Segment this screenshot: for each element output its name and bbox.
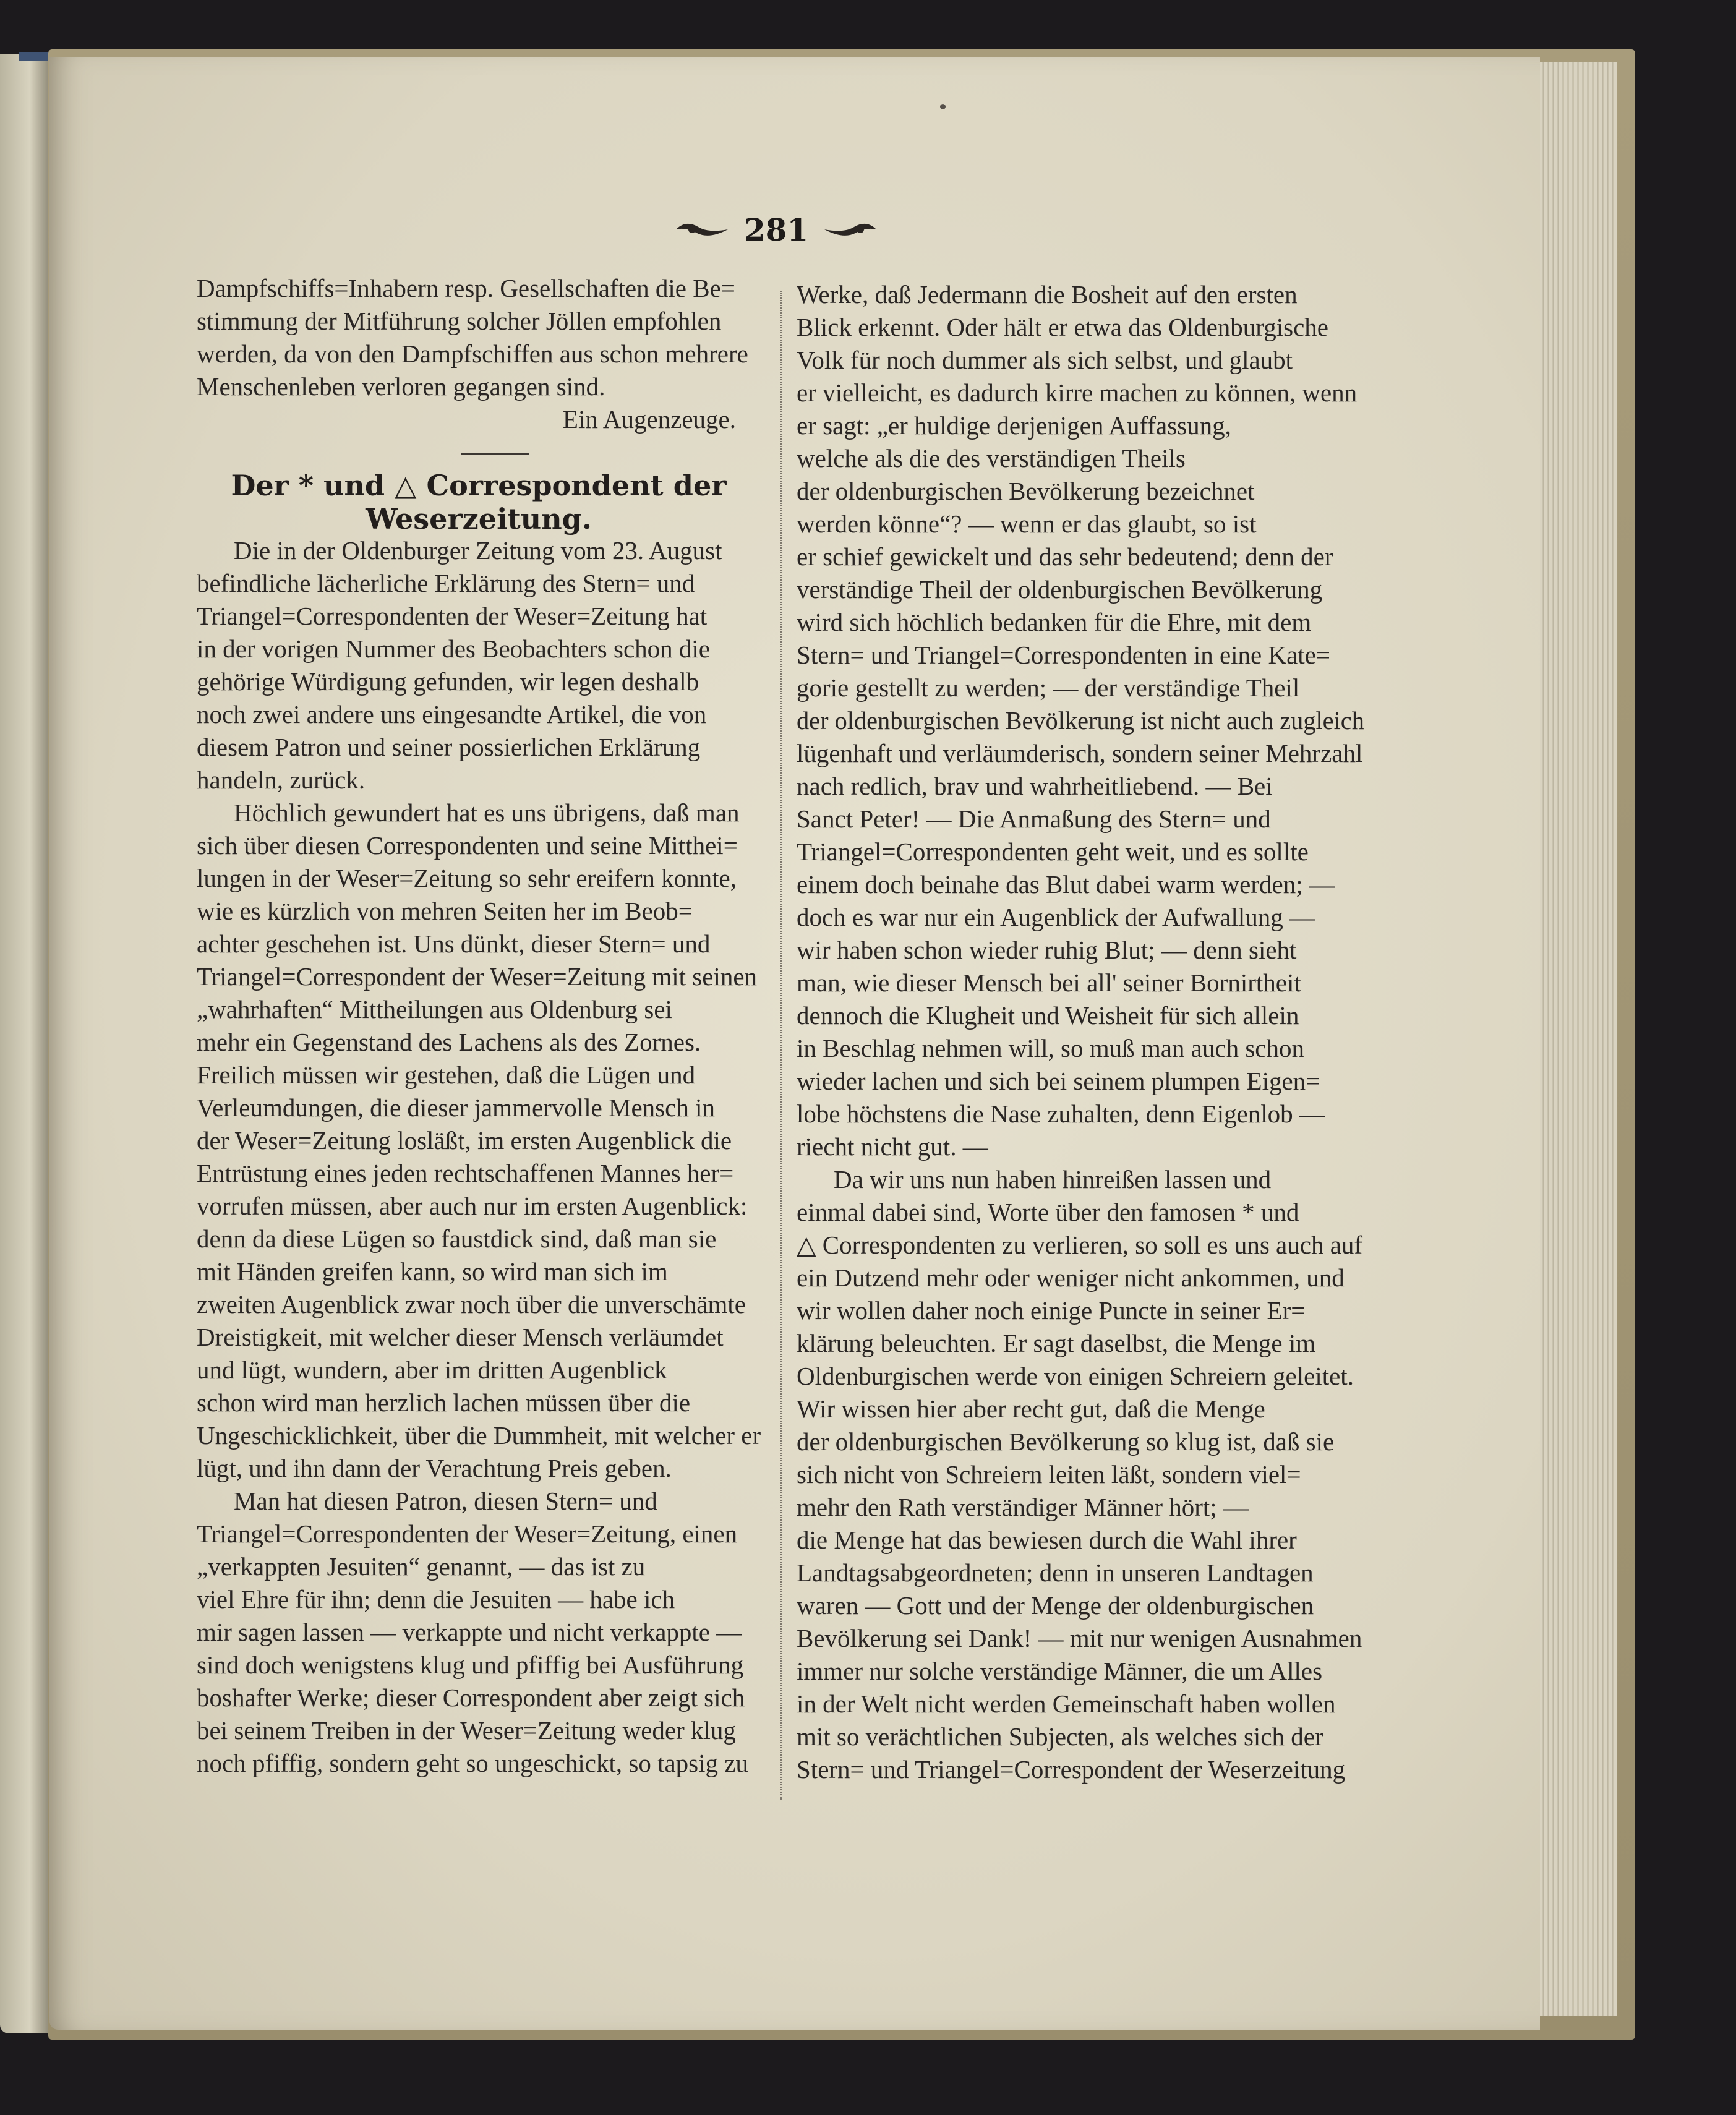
text-line: er schief gewickelt und das sehr bedeutend; denn der bbox=[797, 542, 1333, 571]
text-line: sich über diesen Correspondenten und seine Mitthei= bbox=[197, 831, 738, 860]
text-line: bei seinem Treiben in der Weser=Zeitung weder klug bbox=[197, 1716, 736, 1745]
article-title-line: Der * und △ Correspondent der bbox=[231, 469, 727, 502]
text-line: „wahrhaften“ Mittheilungen aus Oldenburg sei bbox=[197, 995, 672, 1023]
text-line: mir sagen lassen — verkappte und nicht verkappte — bbox=[197, 1618, 742, 1646]
text-line: noch zwei andere uns eingesandte Artikel, die von bbox=[197, 700, 707, 728]
text-line: Höchlich gewundert hat es uns übrigens, daß man bbox=[234, 798, 740, 827]
text-line: Menschenleben verloren gegangen sind. bbox=[197, 372, 605, 401]
text-line: Triangel=Correspondenten der Weser=Zeitung, einen bbox=[197, 1519, 738, 1548]
text-line: achter geschehen ist. Uns dünkt, dieser Stern= und bbox=[197, 929, 711, 958]
text-line: schon wird man herzlich lachen müssen über die bbox=[197, 1388, 691, 1417]
ink-speck bbox=[940, 104, 946, 109]
text-line: der oldenburgischen Bevölkerung ist nicht auch zugleich bbox=[797, 706, 1364, 735]
text-line: lügenhaft und verläumderisch, sondern seiner Mehrzahl bbox=[797, 739, 1363, 767]
article-title-line: Weserzeitung. bbox=[366, 502, 592, 536]
text-line: er vielleicht, es dadurch kirre machen zu können, wenn bbox=[797, 378, 1358, 407]
text-line: riecht nicht gut. — bbox=[797, 1132, 988, 1161]
text-line: wie es kürzlich von mehren Seiten her im Beob= bbox=[197, 897, 693, 925]
separator-rule bbox=[461, 453, 529, 455]
text-line: einem doch beinahe das Blut dabei warm werden; — bbox=[797, 870, 1335, 899]
article-title bbox=[197, 469, 761, 536]
text-line: Blick erkennt. Oder hält er etwa das Oldenburgische bbox=[797, 313, 1328, 341]
text-line: der oldenburgischen Bevölkerung so klug ist, daß sie bbox=[797, 1427, 1335, 1456]
text-line: Landtagsabgeordneten; denn in unseren Landtagen bbox=[797, 1558, 1314, 1587]
text-line: Die in der Oldenburger Zeitung vom 23. August bbox=[234, 536, 722, 565]
text-line: Man hat diesen Patron, diesen Stern= und bbox=[234, 1487, 657, 1515]
text-line: stimmung der Mitführung solcher Jöllen empfohlen bbox=[197, 307, 722, 335]
left-ornament-icon bbox=[673, 218, 730, 241]
text-line: Dampfschiffs=Inhabern resp. Gesellschaften die Be= bbox=[197, 274, 735, 302]
text-line: klärung beleuchten. Er sagt daselbst, die Menge im bbox=[797, 1329, 1316, 1357]
text-line: verständige Theil der oldenburgischen Bevölkerung bbox=[797, 575, 1323, 604]
text-line: „verkappten Jesuiten“ genannt, — das ist zu bbox=[197, 1552, 646, 1581]
previous-page-edge bbox=[0, 54, 49, 2033]
text-line: Triangel=Correspondenten der Weser=Zeitung hat bbox=[197, 602, 708, 630]
text-line: dennoch die Klugheit und Weisheit für sich allein bbox=[797, 1001, 1299, 1030]
text-line: sich nicht von Schreiern leiten läßt, sondern viel= bbox=[797, 1460, 1301, 1489]
text-line: wir wollen daher noch einige Puncte in seiner Er= bbox=[797, 1296, 1306, 1325]
text-line: Dreistigkeit, mit welcher dieser Mensch verläumdet bbox=[197, 1323, 724, 1351]
text-line: die Menge hat das bewiesen durch die Wahl ihrer bbox=[797, 1526, 1297, 1554]
text-line: mit Händen greifen kann, so wird man sich im bbox=[197, 1257, 668, 1286]
text-line: mehr ein Gegenstand des Lachens als des Zornes. bbox=[197, 1028, 701, 1056]
text-line: Entrüstung eines jeden rechtschaffenen Mannes her= bbox=[197, 1159, 734, 1187]
text-line: Freilich müssen wir gestehen, daß die Lügen und bbox=[197, 1061, 696, 1089]
page-number: 281 bbox=[743, 211, 809, 248]
text-line: mehr den Rath verständiger Männer hört; — bbox=[797, 1493, 1249, 1521]
text-line: gorie gestellt zu werden; — der verständige Theil bbox=[797, 673, 1300, 702]
text-line: wir haben schon wieder ruhig Blut; — denn sieht bbox=[797, 936, 1297, 964]
signature: Ein Augenzeuge. bbox=[562, 405, 736, 434]
text-line: in Beschlag nehmen will, so muß man auch schon bbox=[797, 1034, 1304, 1062]
text-line: befindliche lächerliche Erklärung des Stern= und bbox=[197, 569, 695, 597]
text-line: gehörige Würdigung gefunden, wir legen deshalb bbox=[197, 667, 699, 696]
text-line: doch es war nur ein Augenblick der Aufwallung — bbox=[797, 903, 1315, 931]
text-line: Wir wissen hier aber recht gut, daß die Menge bbox=[797, 1395, 1265, 1423]
text-line: werden könne“? — wenn er das glaubt, so ist bbox=[797, 510, 1257, 538]
text-line: Triangel=Correspondent der Weser=Zeitung mit seinen bbox=[197, 962, 758, 991]
text-line: sind doch wenigstens klug und pfiffig bei Ausführung bbox=[197, 1651, 744, 1679]
text-line: handeln, zurück. bbox=[197, 766, 366, 794]
text-line: Verleumdungen, die dieser jammervolle Mensch in bbox=[197, 1093, 715, 1122]
text-line: lungen in der Weser=Zeitung so sehr ereifern konnte, bbox=[197, 864, 737, 892]
text-line: in der Welt nicht werden Gemeinschaft haben wollen bbox=[797, 1690, 1336, 1718]
page-header bbox=[649, 202, 903, 257]
text-line: △ Correspondenten zu verlieren, so soll es uns auch auf bbox=[797, 1231, 1363, 1259]
text-line: Werke, daß Jedermann die Bosheit auf den ersten bbox=[797, 280, 1298, 309]
text-line: Stern= und Triangel=Correspondent der Weserzeitung bbox=[797, 1755, 1346, 1784]
text-line: mit so verächtlichen Subjecten, als welches sich der bbox=[797, 1722, 1323, 1751]
text-line: denn da diese Lügen so faustdick sind, daß man sie bbox=[197, 1224, 717, 1253]
text-line: Volk für noch dummer als sich selbst, und glaubt bbox=[797, 346, 1293, 374]
text-line: werden, da von den Dampfschiffen aus schon mehrere bbox=[197, 340, 748, 368]
text-line: Triangel=Correspondenten geht weit, und es sollte bbox=[797, 837, 1309, 866]
text-line: lügt, und ihn dann der Verachtung Preis geben. bbox=[197, 1454, 672, 1482]
text-line: immer nur solche verständige Männer, die um Alles bbox=[797, 1657, 1323, 1685]
text-line: er sagt: „er huldige derjenigen Auffassung, bbox=[797, 411, 1231, 440]
column-divider bbox=[780, 291, 782, 1800]
page-edges bbox=[1537, 62, 1617, 2016]
text-line: ein Dutzend mehr oder weniger nicht ankommen, und bbox=[797, 1263, 1345, 1292]
text-line: waren — Gott und der Menge der oldenburgischen bbox=[797, 1591, 1314, 1620]
text-line: Sanct Peter! — Die Anmaßung des Stern= und bbox=[797, 805, 1271, 833]
text-line: Oldenburgischen werde von einigen Schreiern geleitet. bbox=[797, 1362, 1354, 1390]
text-line: noch pfiffig, sondern geht so ungeschickt, so tapsig zu bbox=[197, 1749, 748, 1777]
text-line: boshafter Werke; dieser Correspondent aber zeigt sich bbox=[197, 1683, 745, 1712]
text-line: Stern= und Triangel=Correspondenten in eine Kate= bbox=[797, 641, 1331, 669]
text-line: wieder lachen und sich bei seinem plumpen Eigen= bbox=[797, 1067, 1320, 1095]
text-line: viel Ehre für ihn; denn die Jesuiten — habe ich bbox=[197, 1585, 675, 1613]
text-line: Ungeschicklichkeit, über die Dummheit, mit welcher er bbox=[197, 1421, 761, 1450]
text-line: Bevölkerung sei Dank! — mit nur wenigen Ausnahmen bbox=[797, 1624, 1362, 1652]
text-line: der oldenburgischen Bevölkerung bezeichnet bbox=[797, 477, 1255, 505]
text-line: wird sich höchlich bedanken für die Ehre, mit dem bbox=[797, 608, 1312, 636]
text-line: zweiten Augenblick zwar noch über die unverschämte bbox=[197, 1290, 746, 1318]
text-line: nach redlich, brav und wahrheitliebend. — Bei bbox=[797, 772, 1273, 800]
text-line: der Weser=Zeitung losläßt, im ersten Augenblick die bbox=[197, 1126, 732, 1155]
right-ornament-icon bbox=[822, 218, 879, 241]
text-line: vorrufen müssen, aber auch nur im ersten Augenblick: bbox=[197, 1192, 748, 1220]
text-line: welche als die des verständigen Theils bbox=[797, 444, 1186, 472]
text-line: lobe höchstens die Nase zuhalten, denn Eigenlob — bbox=[797, 1100, 1325, 1128]
text-line: und lügt, wundern, aber im dritten Augenblick bbox=[197, 1356, 667, 1384]
text-line: diesem Patron und seiner possierlichen Erklärung bbox=[197, 733, 701, 761]
text-line: in der vorigen Nummer des Beobachters schon die bbox=[197, 634, 711, 663]
text-line: einmal dabei sind, Worte über den famosen * und bbox=[797, 1198, 1299, 1226]
text-line: Da wir uns nun haben hinreißen lassen und bbox=[834, 1165, 1272, 1194]
text-line: man, wie dieser Mensch bei all' seiner Bornirtheit bbox=[797, 968, 1301, 997]
